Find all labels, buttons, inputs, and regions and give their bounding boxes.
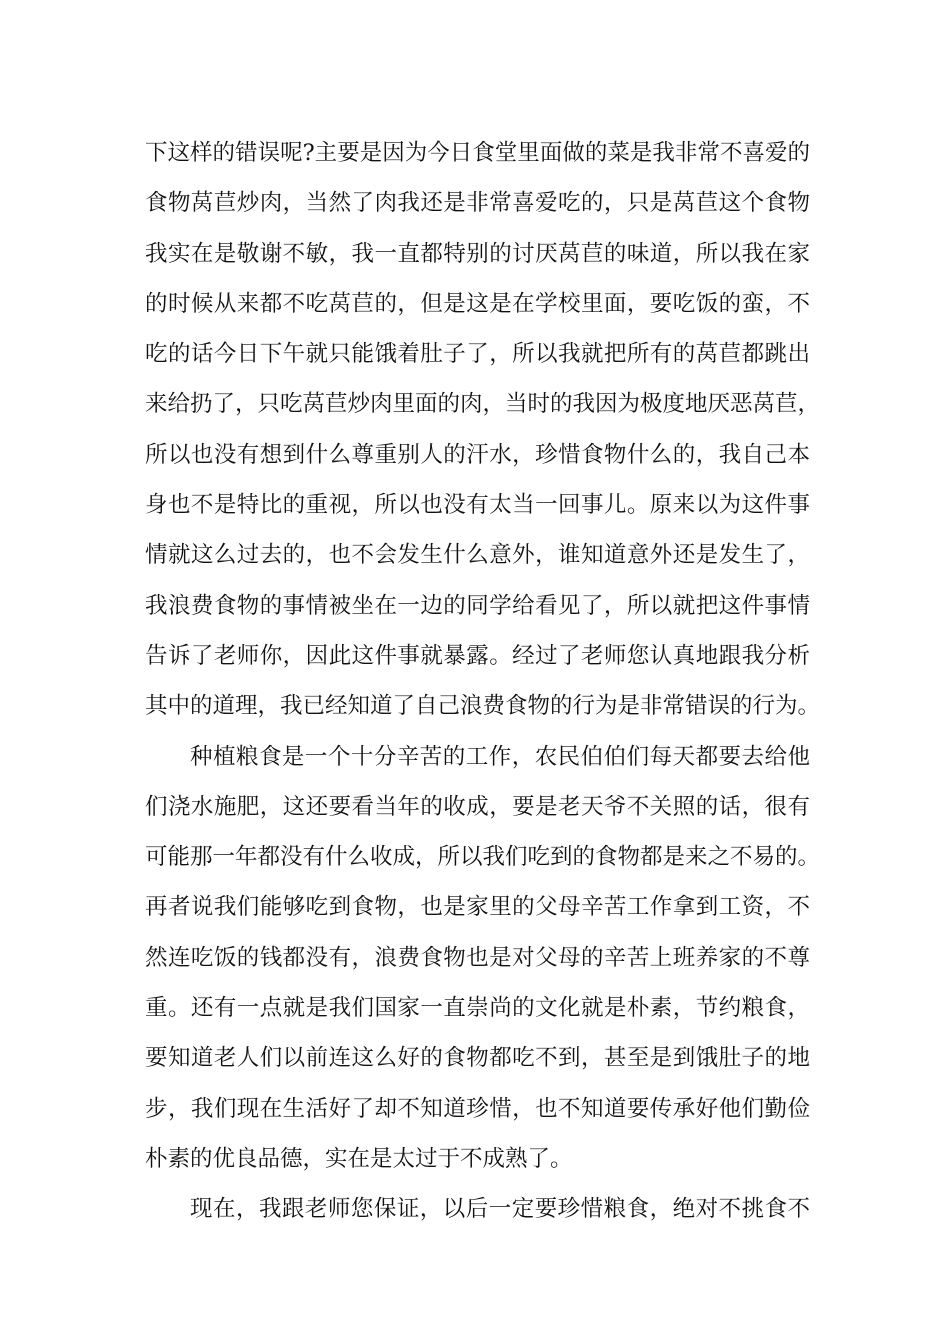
paragraph-first-line: 现在，我跟老师您保证，以后一定要珍惜粮食，绝对不挑食不 bbox=[190, 1196, 810, 1223]
text-line: 我实在是敬谢不敏，我一直都特别的讨厌莴苣的味道，所以我在家 bbox=[145, 240, 810, 267]
text-line: 朴素的优良品德，实在是太过于不成熟了。 bbox=[145, 1145, 573, 1172]
text-line: 告诉了老师你，因此这件事就暴露。经过了老师您认真地跟我分析 bbox=[145, 642, 810, 669]
text-line: 重。还有一点就是我们国家一直崇尚的文化就是朴素，节约粮食， bbox=[145, 995, 810, 1022]
paragraph-first-line: 种植粮食是一个十分辛苦的工作，农民伯伯们每天都要去给他 bbox=[190, 743, 810, 770]
body-text bbox=[145, 128, 821, 1235]
text-line: 其中的道理，我已经知道了自己浪费食物的行为是非常错误的行为。 bbox=[145, 693, 821, 720]
text-line: 下这样的错误呢?主要是因为今日食堂里面做的菜是我非常不喜爱的 bbox=[145, 140, 810, 166]
text-line: 然连吃饭的钱都没有，浪费食物也是对父母的辛苦上班养家的不尊 bbox=[145, 944, 810, 971]
text-line: 我浪费食物的事情被坐在一边的同学给看见了，所以就把这件事情 bbox=[145, 592, 810, 619]
text-line: 再者说我们能够吃到食物，也是家里的父母辛苦工作拿到工资，不 bbox=[145, 894, 810, 921]
text-line: 身也不是特比的重视，所以也没有太当一回事儿。原来以为这件事 bbox=[145, 492, 810, 519]
text-line: 可能那一年都没有什么收成，所以我们吃到的食物都是来之不易的。 bbox=[145, 844, 821, 871]
text-line: 食物莴苣炒肉，当然了肉我还是非常喜爱吃的，只是莴苣这个食物 bbox=[145, 190, 810, 217]
text-line: 情就这么过去的，也不会发生什么意外，谁知道意外还是发生了， bbox=[145, 542, 810, 569]
text-line: 吃的话今日下午就只能饿着肚子了，所以我就把所有的莴苣都跳出 bbox=[145, 341, 810, 368]
text-line: 步，我们现在生活好了却不知道珍惜，也不知道要传承好他们勤俭 bbox=[145, 1095, 810, 1122]
text-line: 们浇水施肥，这还要看当年的收成，要是老天爷不关照的话，很有 bbox=[145, 793, 810, 820]
text-line: 来给扔了，只吃莴苣炒肉里面的肉，当时的我因为极度地厌恶莴苣， bbox=[145, 391, 821, 418]
text-line: 的时候从来都不吃莴苣的，但是这是在学校里面，要吃饭的蛮，不 bbox=[145, 290, 810, 317]
text-line: 要知道老人们以前连这么好的食物都吃不到，甚至是到饿肚子的地 bbox=[145, 1045, 810, 1072]
text-line: 所以也没有想到什么尊重别人的汗水，珍惜食物什么的，我自己本 bbox=[145, 441, 810, 468]
